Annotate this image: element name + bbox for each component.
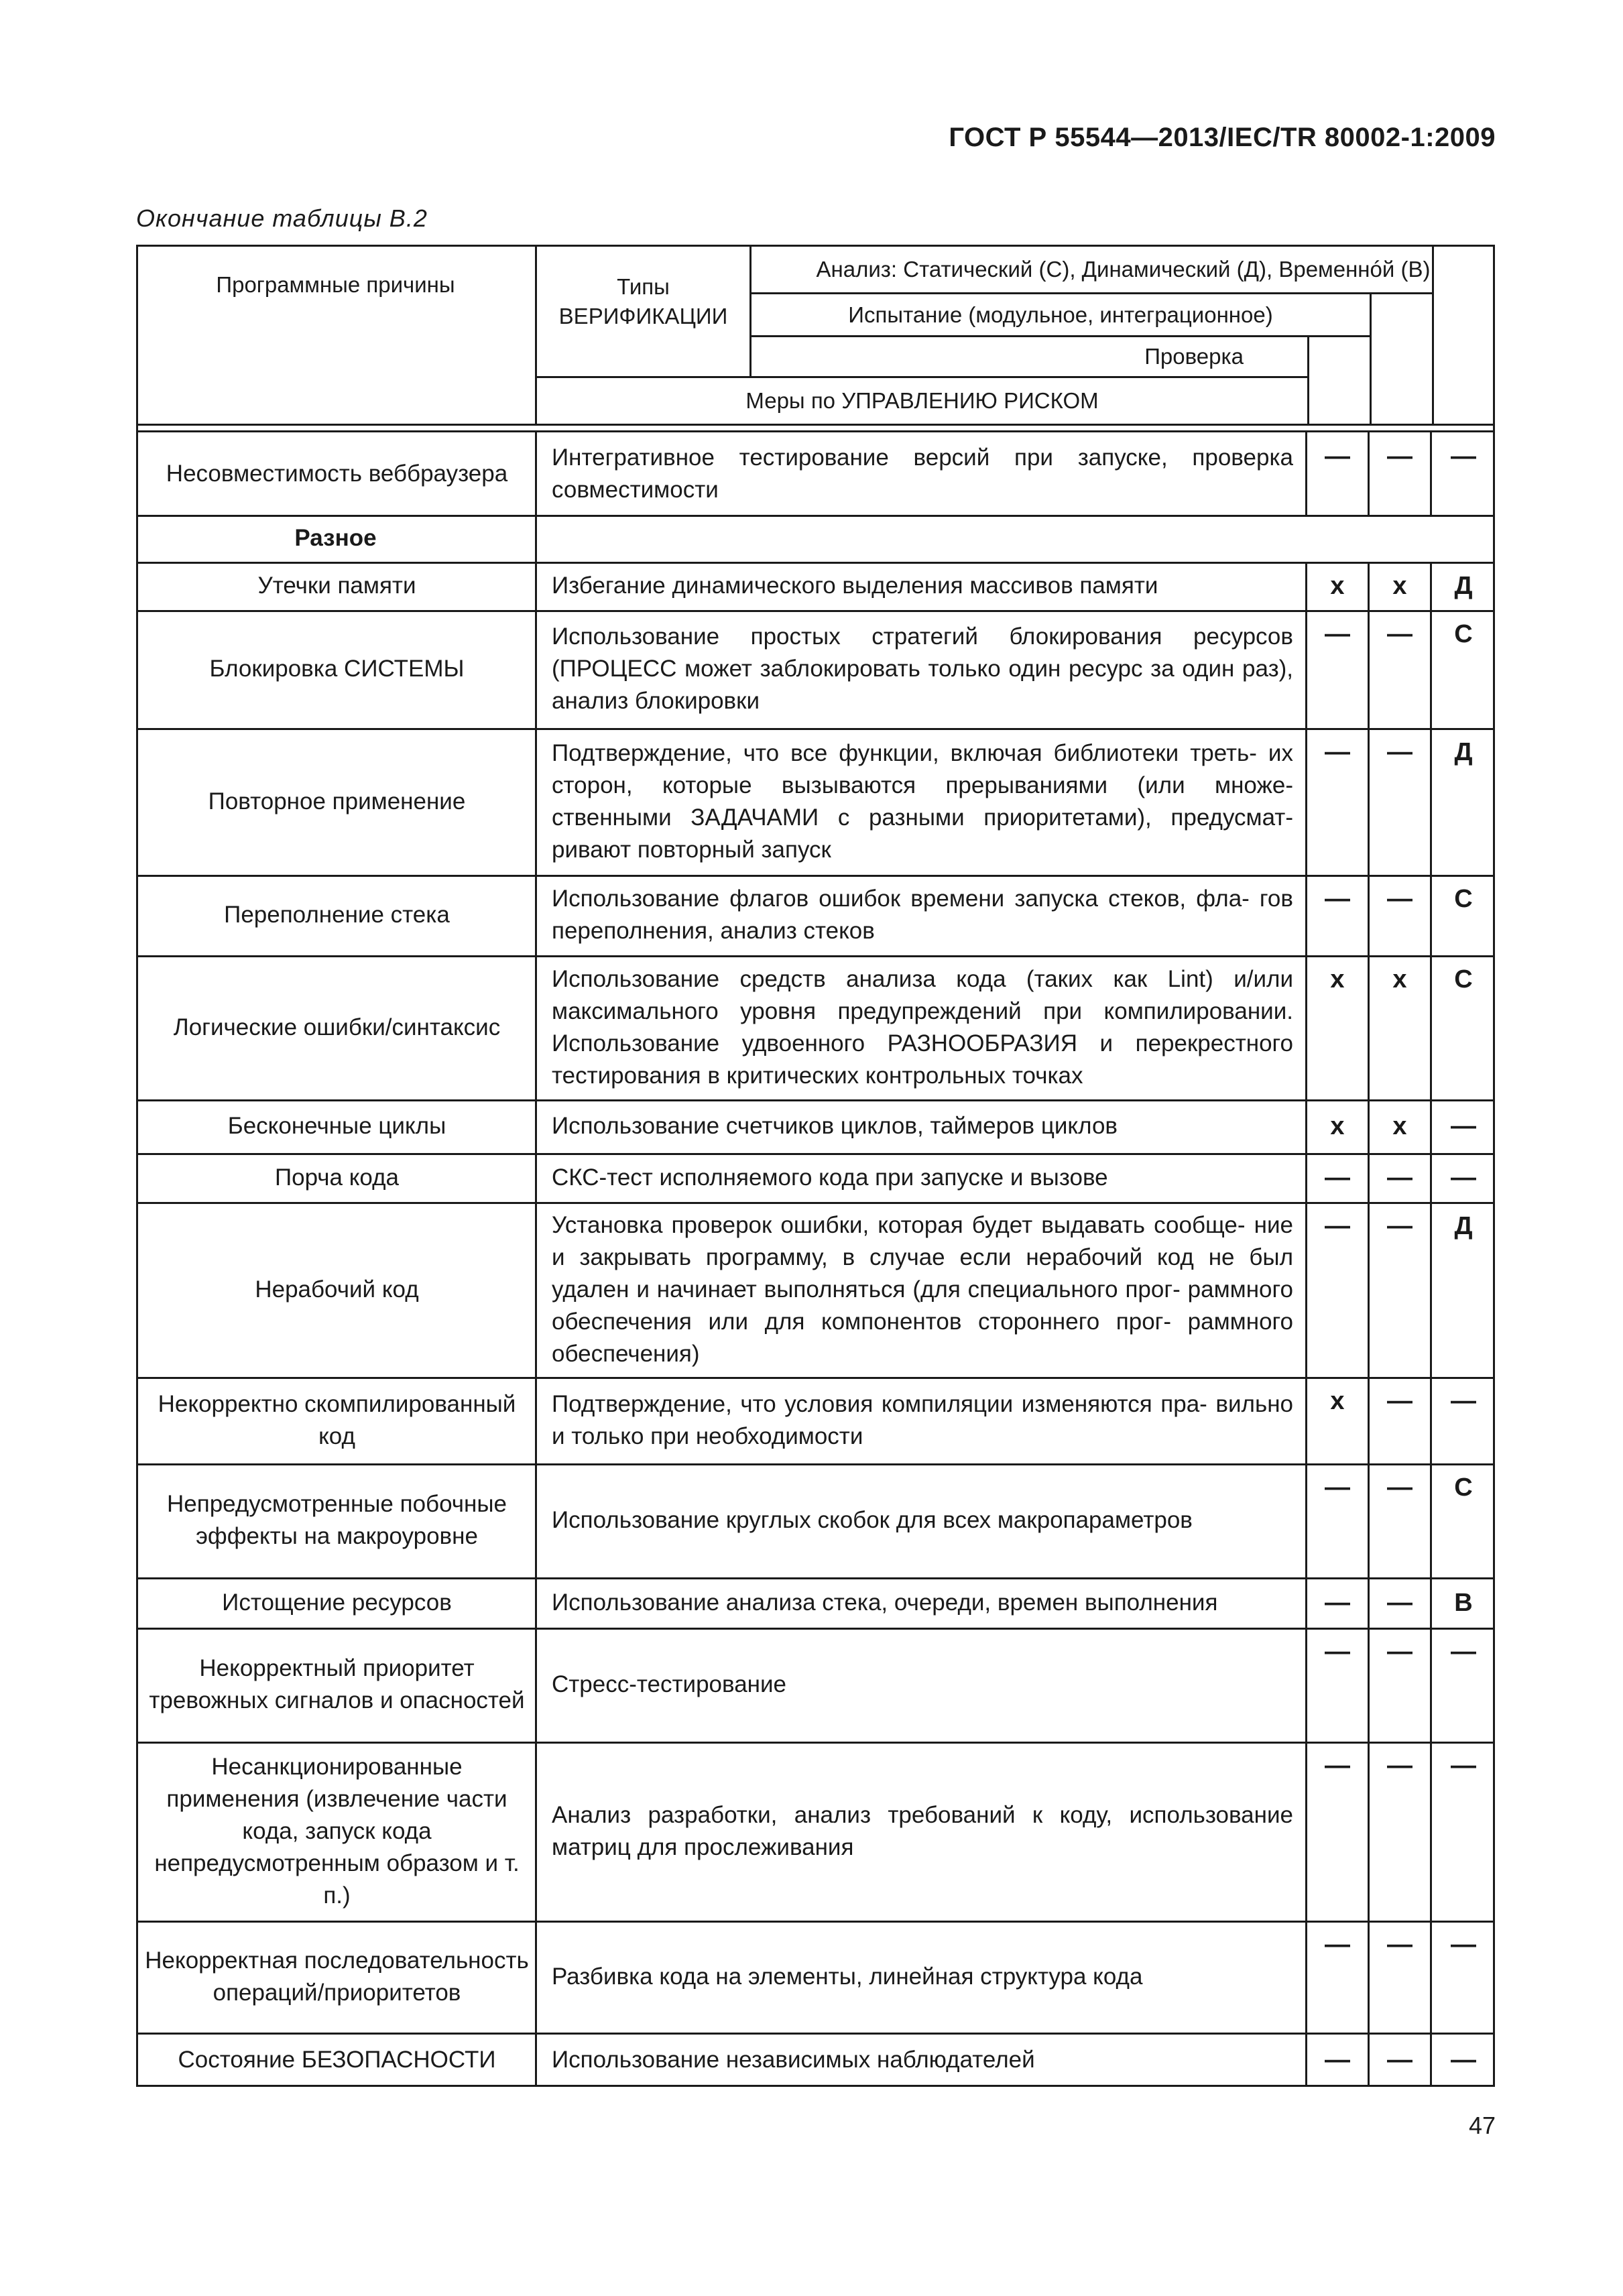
measure-cell: Установка проверок ошибки, которая будет выдавать сообще- ние и закрывать программу, в случае если нерабочий код не был удален и начинает выполняться (для специального прог- раммного обеспечения или для компонентов стороннего прог- раммного обеспечения) xyxy=(552,1211,1293,1367)
mark-analysis: С xyxy=(1454,620,1473,648)
measure-cell: Использование флагов ошибок времени запуска стеков, фла- гов переполнения, анализ стеков xyxy=(552,886,1293,944)
mark-inspection: х xyxy=(1330,965,1345,993)
mark-inspection: — xyxy=(1325,1752,1350,1780)
section-heading: Разное xyxy=(294,525,377,551)
header-col-inspection xyxy=(1307,335,1309,426)
measure-cell: Избегание динамического выделения массивов памяти xyxy=(552,572,1158,599)
mark-inspection: х xyxy=(1330,572,1345,600)
mark-testing: х xyxy=(1392,1112,1407,1140)
measure-cell: Подтверждение, что все функции, включая библиотеки треть- их сторон, которые вызываются прерываниями (или множе- ственными ЗАДАЧАМИ с разными приоритетами), предусмат- ривают повторный запуск xyxy=(552,739,1293,863)
table-caption: Окончание таблицы В.2 xyxy=(136,204,428,232)
measure-cell: Использование счетчиков циклов, таймеров циклов xyxy=(552,1113,1118,1139)
mark-testing: х xyxy=(1392,965,1407,993)
measure-cell: Подтверждение, что условия компиляции изменяются пра- вильно и только при необходимости xyxy=(552,1390,1293,1449)
cause-cell: Некорректно скомпилированный код xyxy=(158,1390,516,1449)
row-divider xyxy=(136,610,1495,612)
row-divider xyxy=(136,1463,1495,1465)
mark-testing: — xyxy=(1387,1638,1412,1666)
measure-cell: Стресс-тестирование xyxy=(552,1671,787,1697)
mark-testing: — xyxy=(1387,738,1412,766)
cause-cell: Бесконечные циклы xyxy=(227,1113,446,1139)
measure-cell: Разбивка кода на элементы, линейная структура кода xyxy=(552,1963,1143,1990)
header-col-testing xyxy=(1370,292,1372,426)
document-code: ГОСТ Р 55544—2013/IEC/TR 80002-1:2009 xyxy=(949,123,1496,152)
cause-cell: Повторное применение xyxy=(208,788,466,814)
header-inspection: Проверка xyxy=(1144,344,1244,369)
mark-inspection: х xyxy=(1330,1387,1345,1415)
cause-cell: Логические ошибки/синтаксис xyxy=(173,1014,501,1040)
row-divider xyxy=(136,562,1495,564)
cause-cell: Блокировка СИСТЕМЫ xyxy=(209,656,465,682)
row-divider xyxy=(136,955,1495,957)
mark-inspection: — xyxy=(1325,1931,1350,1959)
mark-analysis: — xyxy=(1451,1752,1476,1780)
mark-testing: — xyxy=(1387,1752,1412,1780)
measure-cell: Использование круглых скобок для всех макропараметров xyxy=(552,1507,1193,1533)
mark-analysis: — xyxy=(1451,2045,1476,2074)
header-analysis: Анализ: Статический (С), Динамический (Д), Временнóй (В) xyxy=(816,257,1431,282)
cause-cell: Утечки памяти xyxy=(257,572,416,599)
row-divider xyxy=(136,1153,1495,1155)
header-bottom-line-2 xyxy=(136,430,1495,432)
cause-cell: Состояние БЕЗОПАСНОСТИ xyxy=(178,2046,496,2073)
measure-cell: СКС-тест исполняемого кода при запуске и вызове xyxy=(552,1164,1108,1191)
mark-inspection: — xyxy=(1325,738,1350,766)
mark-analysis: С xyxy=(1454,885,1473,913)
header-types-line2: ВЕРИФИКАЦИИ xyxy=(558,304,728,328)
mark-analysis: С xyxy=(1454,965,1473,993)
page-number: 47 xyxy=(1468,2112,1496,2139)
cause-cell: Непредусмотренные побочные эффекты на макроуровне xyxy=(167,1491,507,1549)
mark-testing: — xyxy=(1387,2045,1412,2074)
mark-inspection: — xyxy=(1325,442,1350,471)
measure-cell: Использование средств анализа кода (таких как Lint) и/или максимального уровня предупреждений при компилировании. Использование удвоенного РАЗНООБРАЗИЯ и перекрестного тестирования в критических контрольных точках xyxy=(552,965,1293,1089)
mark-inspection: — xyxy=(1325,885,1350,913)
header-types xyxy=(537,268,749,335)
measure-cell: Использование анализа стека, очереди, времен выполнения xyxy=(552,1589,1218,1616)
measure-cell: Анализ разработки, анализ требований к коду, использование матриц для прослеживания xyxy=(552,1801,1293,1860)
mark-inspection: — xyxy=(1325,1163,1350,1192)
row-divider xyxy=(136,875,1495,877)
row-divider xyxy=(136,1377,1495,1379)
mark-testing: х xyxy=(1392,572,1407,600)
mark-analysis: — xyxy=(1451,442,1476,471)
header-measures: Меры по УПРАВЛЕНИЮ РИСКОМ xyxy=(745,388,1099,413)
mark-inspection: х xyxy=(1330,1112,1345,1140)
mark-testing: — xyxy=(1387,620,1412,648)
mark-testing: — xyxy=(1387,1473,1412,1502)
row-divider xyxy=(136,1099,1495,1101)
measure-cell: Использование простых стратегий блокирования ресурсов (ПРОЦЕСС может заблокировать только один ресурс за один раз), анализ блокировки xyxy=(552,623,1293,714)
cause-cell: Нерабочий код xyxy=(255,1276,419,1303)
header-bottom-line-1 xyxy=(136,424,1495,426)
mark-analysis: — xyxy=(1451,1163,1476,1192)
mark-inspection: — xyxy=(1325,1638,1350,1666)
mark-inspection: — xyxy=(1325,2045,1350,2074)
row-divider xyxy=(136,1921,1495,1923)
row-divider xyxy=(136,2033,1495,2035)
header-causes: Программные причины xyxy=(216,272,455,297)
mark-analysis: — xyxy=(1451,1931,1476,1959)
mark-testing: — xyxy=(1387,442,1412,471)
mark-analysis: — xyxy=(1451,1387,1476,1415)
mark-analysis: — xyxy=(1451,1638,1476,1666)
mark-inspection: — xyxy=(1325,1212,1350,1240)
cause-cell: Некорректный приоритет тревожных сигналов и опасностей xyxy=(149,1655,525,1713)
measure-cell: Использование независимых наблюдателей xyxy=(552,2046,1035,2073)
cause-cell: Переполнение стека xyxy=(224,902,450,928)
cause-cell: Несовместимость веббраузера xyxy=(166,460,508,487)
mark-analysis: В xyxy=(1454,1588,1473,1617)
col-divider xyxy=(535,515,537,562)
row-divider xyxy=(136,1742,1495,1744)
row-divider xyxy=(136,1628,1495,1630)
mark-testing: — xyxy=(1387,885,1412,913)
mark-testing: — xyxy=(1387,1588,1412,1617)
cause-cell: Несанкционированные применения (извлечение части кода, запуск кода непредусмотренным образом и т. п.) xyxy=(154,1753,520,1909)
mark-analysis: С xyxy=(1454,1473,1473,1502)
mark-analysis: Д xyxy=(1454,738,1473,766)
mark-testing: — xyxy=(1387,1931,1412,1959)
mark-inspection: — xyxy=(1325,620,1350,648)
mark-analysis: — xyxy=(1451,1112,1476,1140)
mark-inspection: — xyxy=(1325,1473,1350,1502)
cause-cell: Некорректная последовательность операций/приоритетов xyxy=(145,1947,529,2006)
mark-analysis: Д xyxy=(1454,572,1473,600)
mark-testing: — xyxy=(1387,1212,1412,1240)
mark-testing: — xyxy=(1387,1387,1412,1415)
header-types-line1: Типы xyxy=(617,274,670,299)
mark-testing: — xyxy=(1387,1163,1412,1192)
row-divider xyxy=(136,728,1495,730)
header-testing: Испытание (модульное, интеграционное) xyxy=(848,302,1273,327)
measure-cell: Интегративное тестирование версий при запуске, проверка совместимости xyxy=(552,444,1293,503)
row-divider xyxy=(136,1202,1495,1204)
mark-analysis: Д xyxy=(1454,1212,1473,1240)
cause-cell: Порча кода xyxy=(274,1164,400,1191)
row-divider xyxy=(136,1577,1495,1579)
cause-cell: Истощение ресурсов xyxy=(222,1589,452,1616)
mark-inspection: — xyxy=(1325,1588,1350,1617)
